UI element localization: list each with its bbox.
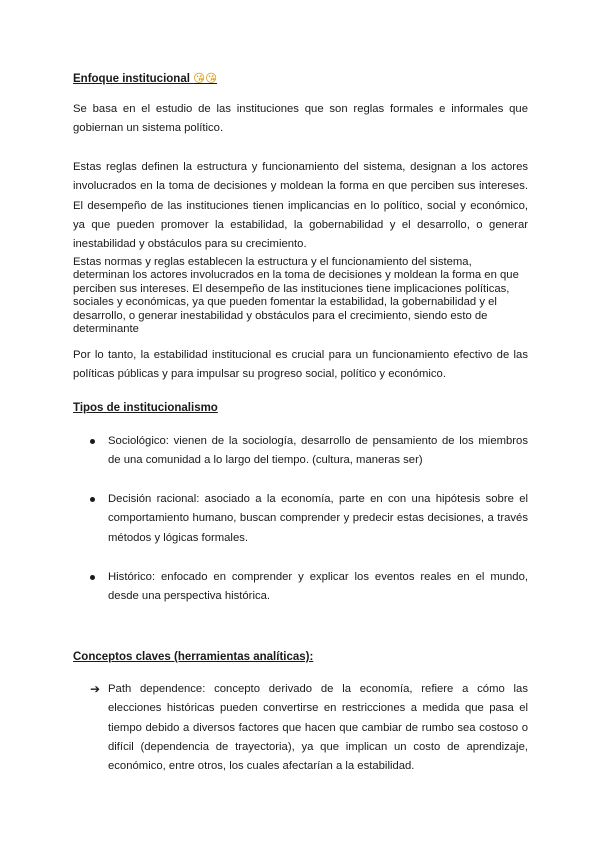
- paragraph-norms: Estas normas y reglas establecen la estructura y el funcionamiento del sistema, determinan los actores involucrados en la toma de decisiones y moldean la forma en que perciben sus intereses. El desempeño de las instituciones tiene implicaciones políticas, sociales y económicas, ya que pueden fomentar la estabilidad, la gobernabilidad y el desarrollo, o generar inestabilidad y obstáculos para el crecimiento, siendo esto de determinante: [73, 256, 519, 336]
- heading-text: Enfoque institucional: [73, 73, 190, 85]
- list-item-text: Decisión racional: asociado a la economía, parte en con una hipótesis sobre el comportamiento humano, buscan comprender y predecir estas decisiones, a través métodos y lógicas formales.: [108, 493, 528, 544]
- heading-conceptos: [73, 651, 528, 663]
- list-item-text: Sociológico: vienen de la sociología, desarrollo de pensamiento de los miembros de una comunidad a lo largo del tiempo. (cultura, maneras ser): [108, 435, 528, 467]
- heading-enfoque-institucional: [73, 71, 528, 85]
- list-item-historico: [90, 568, 528, 607]
- paragraph-definition: Se basa en el estudio de las instituciones que son reglas formales e informales que gobiernan un sistema político.: [73, 103, 528, 135]
- bullet-icon: [90, 568, 106, 583]
- paragraph-rules: Estas reglas definen la estructura y funcionamiento del sistema, designan a los actores involucrados en la toma de decisiones y moldean la forma en que perciben sus intereses. El desempeño de las instituciones tienen implicancias en lo político, social y económico, ya que pueden promover la estabilidad, la gobernabilidad y el desarrollo, o generar inestabilidad y obstáculos para su crecimiento.: [73, 161, 528, 251]
- list-item-text: Histórico: enfocado en comprender y explicar los eventos reales en el mundo, desde una perspectiva histórica.: [108, 571, 528, 603]
- list-item-decision-racional: [90, 490, 528, 548]
- list-item-path-dependence: [90, 680, 528, 776]
- heading-text: Conceptos claves (herramientas analíticas):: [73, 651, 314, 663]
- paragraph-conclusion: Por lo tanto, la estabilidad institucional es crucial para un funcionamiento efectivo de las políticas públicas y para impulsar su progreso social, político y económico.: [73, 349, 528, 381]
- heading-text: Tipos de institucionalismo: [73, 402, 218, 414]
- arrow-right-icon: ➔: [90, 682, 101, 696]
- heading-tipos: [73, 402, 528, 414]
- bullet-icon: [90, 432, 106, 447]
- list-item-sociologico: [90, 432, 528, 471]
- bullet-icon: [90, 490, 106, 505]
- kiss-emoji-icon: 😘😘: [193, 73, 218, 85]
- list-item-text: Path dependence: concepto derivado de la economía, refiere a cómo las elecciones históricas pueden convertirse en restricciones a medida que pasa el tiempo debido a diversos factores que hacen que cambiar de rumbo sea costoso o difícil (dependencia de trayectoria), ya que implican un costo de aprendizaje, económico, entre otros, los cuales afectarían a la estabilidad.: [108, 683, 528, 773]
